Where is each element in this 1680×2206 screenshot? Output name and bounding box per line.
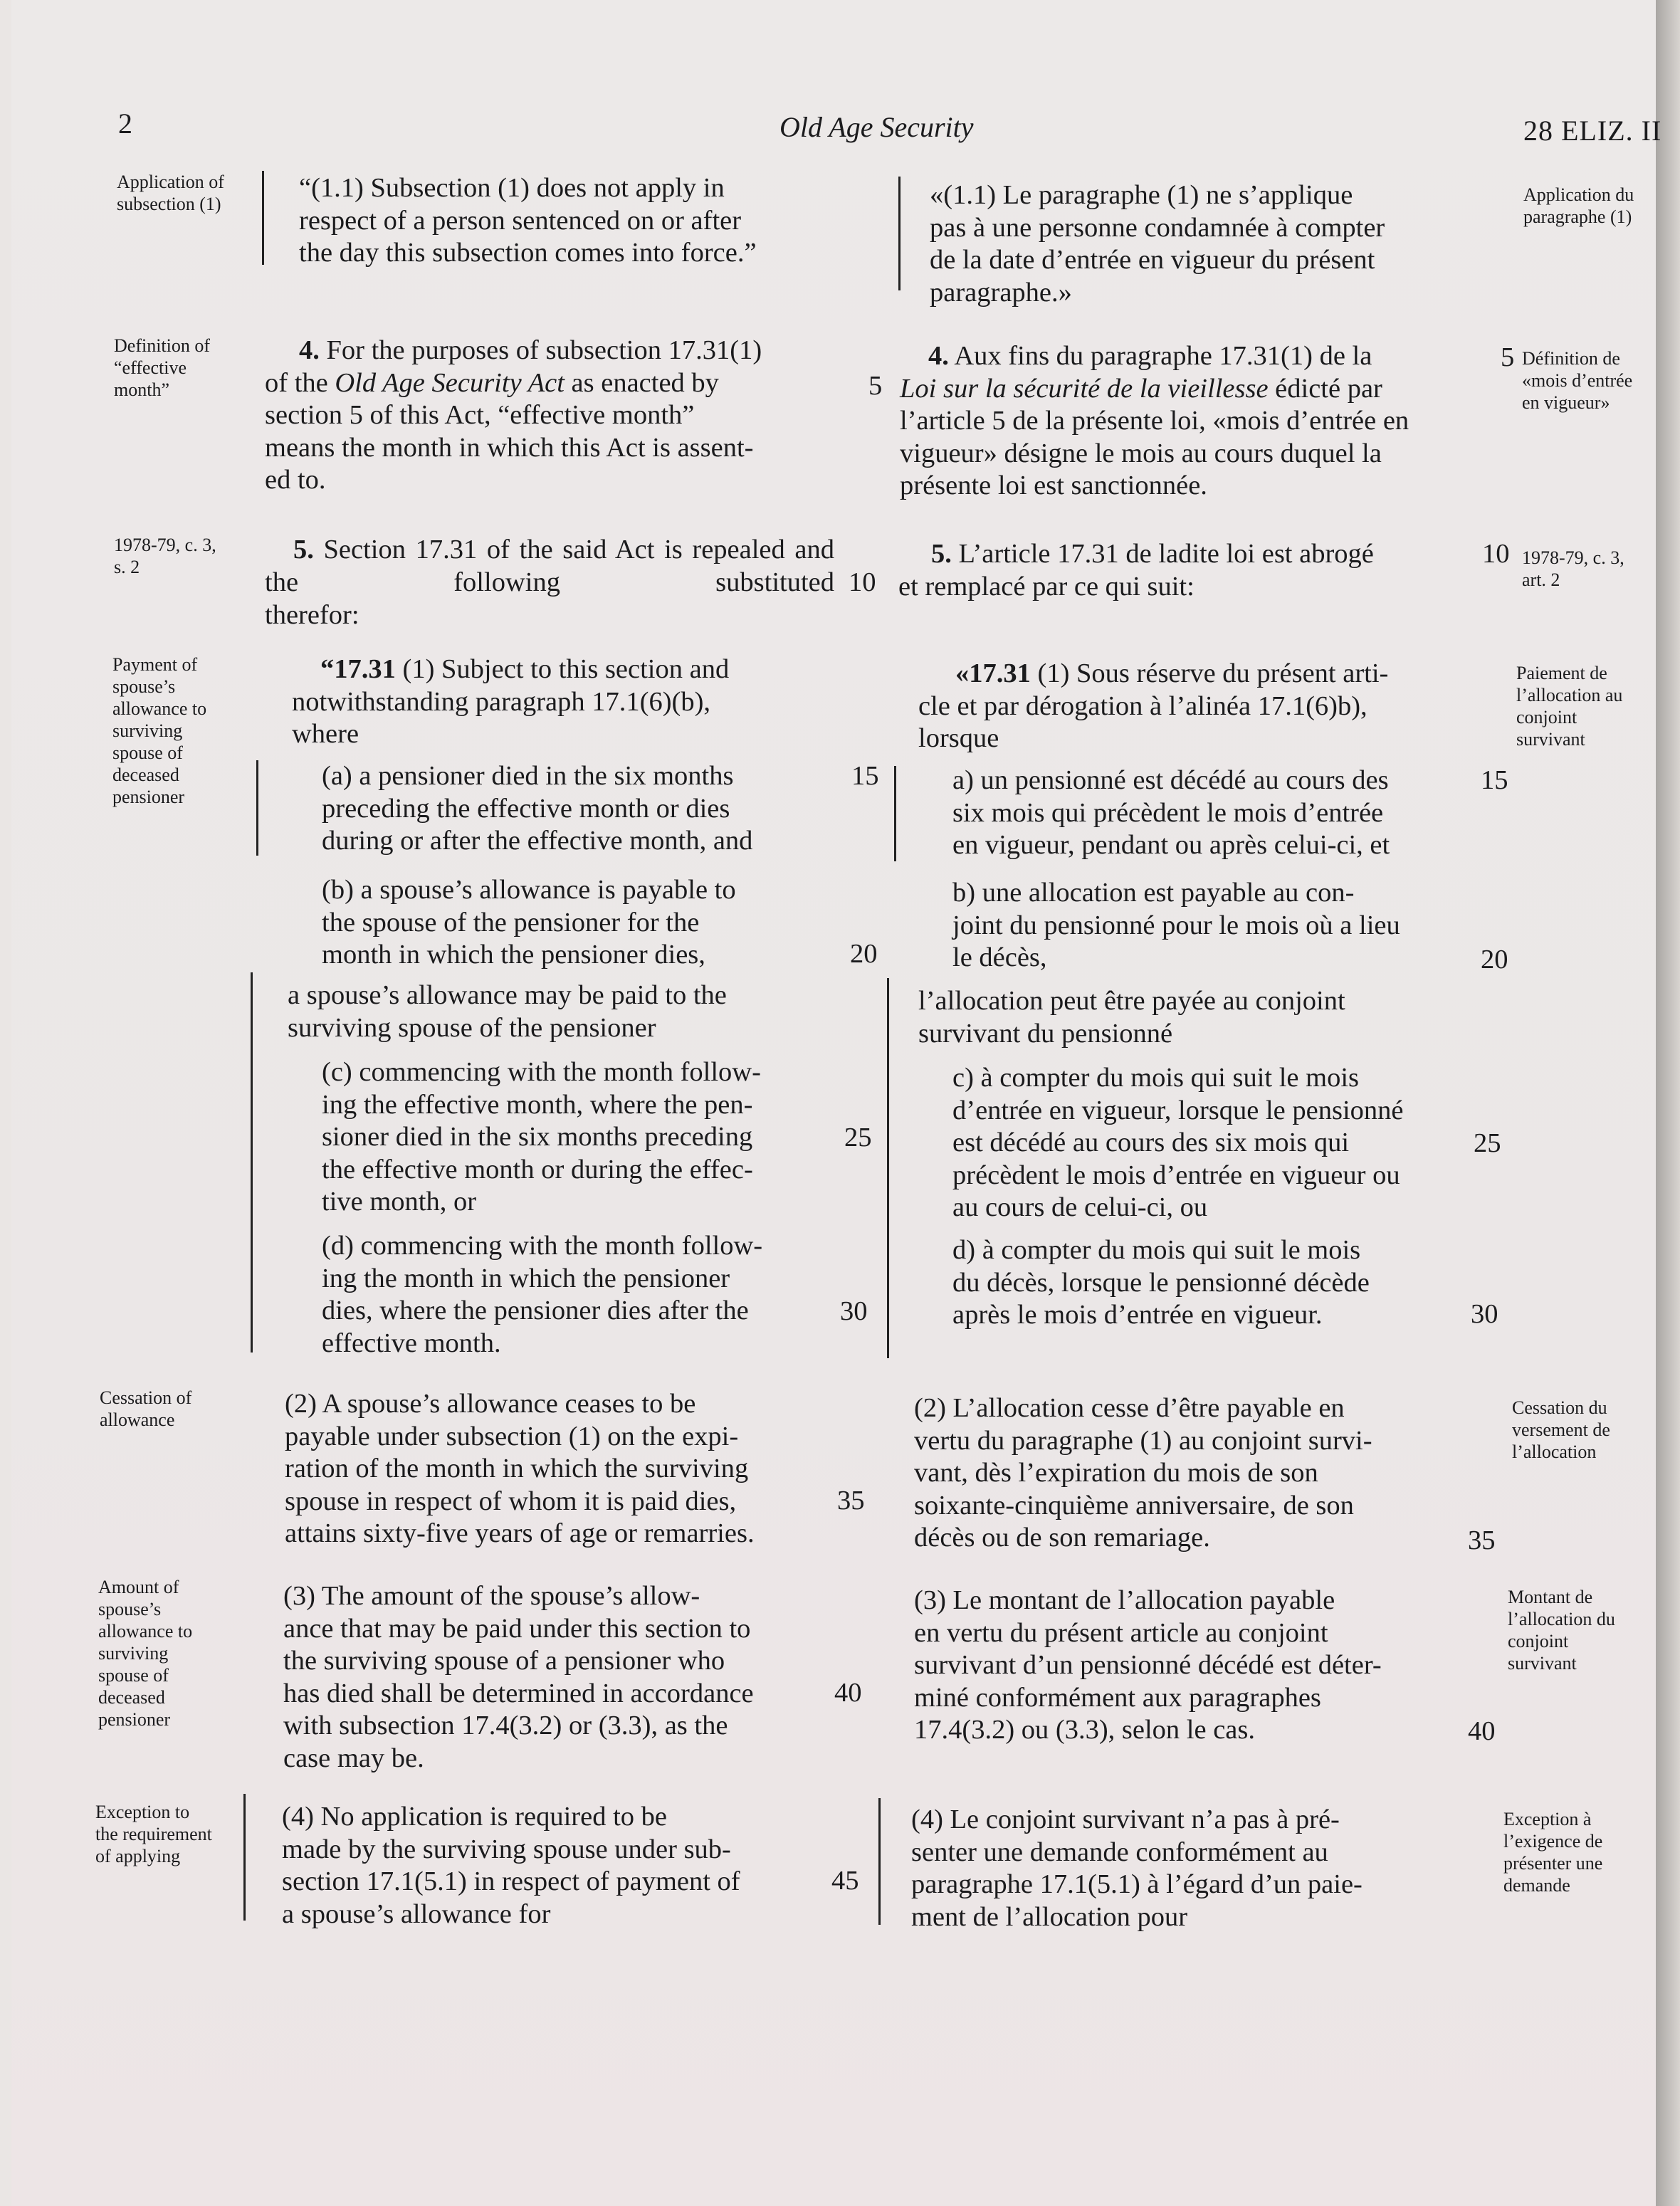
- change-bar: [887, 978, 889, 1358]
- fr-section-4-number: 4.: [928, 341, 949, 371]
- margin-note-fr: Définition de «mois d’entrée en vigueur»: [1522, 348, 1633, 413]
- line-number: 25: [844, 1123, 872, 1152]
- margin-note-fr: Application du paragraphe (1): [1523, 184, 1634, 227]
- en-section-5-number: 5.: [293, 535, 314, 564]
- line-number: 35: [1468, 1525, 1496, 1555]
- fr-section-4: 4. Aux fins du paragraphe 17.31(1) de la Loi sur la sécurité de la vieillesse édicté par l’article 5 de la présente loi, «mois d’entrée en vigueur» désigne le mois au cours duquel la présente loi est sanctionnée.: [900, 341, 1409, 500]
- en-section-5-end: therefor:: [265, 600, 359, 630]
- line-number: 15: [851, 761, 879, 791]
- en-paragraph-b: (b) a spouse’s allowance is payable to the spouse of the pensioner for the month in which the pensioner dies,: [322, 875, 736, 970]
- en-subsection-3: (3) The amount of the spouse’s allow- ance that may be paid under this section to the surviving spouse of a pensioner who has died shall be determined in accordance with subsection 17.4(3.2) or (3.3), as the case may be.: [283, 1581, 754, 1773]
- fr-subsection-4: (4) Le conjoint survivant n’a pas à pré- senter une demande conformément au paragraphe 17.1(5.1) à l’égard d’un paie- ment de l’allocation pour: [911, 1805, 1363, 1932]
- change-bar: [256, 760, 258, 856]
- line-number: 35: [837, 1486, 865, 1516]
- en-paragraph-a: (a) a pensioner died in the six months preceding the effective month or dies during or after the effective month, and: [322, 761, 753, 856]
- fr-section-5-number: 5.: [931, 539, 952, 569]
- line-number: 20: [850, 939, 878, 969]
- change-bar: [262, 171, 264, 265]
- en-17-31-number: “17.31: [320, 654, 396, 684]
- regnal-year: 28 ELIZ. II: [1523, 115, 1662, 147]
- line-number: 30: [840, 1296, 868, 1326]
- en-subsection-4: (4) No application is required to be made by the surviving spouse under sub- section 17.1(5.1) in respect of payment of a spouse’s allowance for: [282, 1802, 740, 1929]
- line-number: 5: [1501, 342, 1515, 372]
- en-paragraph-c: (c) commencing with the month follow- ing the effective month, where the pen- sioner died in the six months preceding the effective month or during the effec- tive month, or: [322, 1057, 761, 1217]
- margin-note-en: Definition of “effective month”: [114, 335, 211, 400]
- fr-paragraph-c: c) à compter du mois qui suit le mois d’entrée en vigueur, lorsque le pensionné est décédé au cours des six mois qui précèdent le mois d’entrée en vigueur ou au cours de celui-ci, ou: [952, 1063, 1404, 1222]
- fr-paragraph-a: a) un pensionné est décédé au cours des six mois qui précèdent le mois d’entrée en vigueur, pendant ou après celui-ci, et: [952, 765, 1390, 860]
- line-number: 30: [1471, 1299, 1498, 1329]
- fr-subsection-2: (2) L’allocation cesse d’être payable en vertu du paragraphe (1) au conjoint survi- vant, dès l’expiration du mois de son soixante-cinquième anniversaire, de son décès ou de son remariage.: [914, 1393, 1372, 1553]
- en-act-title: Old Age Security Act: [335, 367, 565, 398]
- margin-note-en: Amount of spouse’s allowance to surviving spouse of deceased pensioner: [98, 1577, 193, 1730]
- line-number: 15: [1481, 765, 1508, 795]
- margin-note-en: Application of subsection (1): [117, 172, 224, 214]
- margin-note-en: Payment of spouse’s allowance to surviving spouse of deceased pensioner: [112, 654, 207, 807]
- margin-note-fr: Montant de l’allocation du conjoint survivant: [1508, 1587, 1615, 1674]
- line-number: 5: [868, 371, 883, 401]
- en-section-17-31: “17.31 (1) Subject to this section and notwithstanding paragraph 17.1(6)(b), where: [292, 654, 730, 749]
- en-subsection-1-1: “(1.1) Subsection (1) does not apply in respect of a person sentenced on or after the day this subsection comes into force.”: [299, 173, 757, 268]
- change-bar: [894, 766, 896, 861]
- fr-subsection-1-1: «(1.1) Le paragraphe (1) ne s’applique pas à une personne condamnée à compter de la date d’entrée en vigueur du présent paragraphe.»: [930, 180, 1385, 308]
- margin-note-fr: Exception à l’exigence de présenter une demande: [1503, 1809, 1603, 1896]
- line-number: 25: [1474, 1128, 1501, 1158]
- margin-note-fr: Paiement de l’allocation au conjoint survivant: [1516, 663, 1623, 750]
- margin-note-fr: 1978-79, c. 3, art. 2: [1522, 547, 1624, 590]
- line-number: 40: [1468, 1716, 1496, 1746]
- fr-may-be-paid: l’allocation peut être payée au conjoint survivant du pensionné: [918, 986, 1345, 1049]
- fr-section-17-31: «17.31 (1) Sous réserve du présent arti- cle et par dérogation à l’alinéa 17.1(6)b), lorsque: [918, 658, 1389, 753]
- change-bar: [251, 972, 253, 1353]
- en-paragraph-d: (d) commencing with the month follow- ing the month in which the pensioner dies, where the pensioner dies after the effective month.: [322, 1231, 763, 1358]
- line-number: 45: [831, 1866, 859, 1896]
- fr-paragraph-b: b) une allocation est payable au con- joint du pensionné pour le mois où a lieu le décès,: [952, 878, 1400, 972]
- fr-17-31-number: «17.31: [955, 658, 1031, 688]
- line-number: 10: [1482, 539, 1510, 569]
- en-section-4: 4. For the purposes of subsection 17.31(1) of the Old Age Security Act as enacted by section 5 of this Act, “effective month” means the month in which this Act is assent- ed to.: [265, 335, 762, 495]
- margin-note-fr: Cessation du versement de l’allocation: [1512, 1397, 1610, 1462]
- margin-note-en: Exception to the requirement of applying: [95, 1802, 212, 1866]
- en-section-5: 5. Section 17.31 of the said Act is repealed and the following substituted: [265, 535, 834, 597]
- fr-act-title: Loi sur la sécurité de la vieillesse: [900, 373, 1269, 404]
- page-number: 2: [118, 107, 132, 140]
- change-bar: [243, 1794, 246, 1921]
- line-number: 10: [849, 567, 876, 597]
- book-gutter: [1656, 0, 1680, 2206]
- line-number: 40: [834, 1678, 862, 1708]
- en-subsection-2: (2) A spouse’s allowance ceases to be payable under subsection (1) on the expi- ration of the month in which the surviving spouse in respect of whom it is paid dies, attains sixty-five years of age or remarries.: [285, 1389, 755, 1548]
- en-section-4-number: 4.: [299, 335, 320, 365]
- margin-note-en: 1978-79, c. 3, s. 2: [114, 535, 216, 577]
- margin-note-en: Cessation of allowance: [100, 1387, 192, 1430]
- line-number: 20: [1481, 945, 1508, 975]
- en-may-be-paid: a spouse’s allowance may be paid to the surviving spouse of the pensioner: [288, 980, 727, 1043]
- running-title: Old Age Security: [779, 111, 974, 143]
- change-bar: [898, 177, 901, 290]
- change-bar: [878, 1798, 881, 1925]
- fr-subsection-3: (3) Le montant de l’allocation payable en vertu du présent article au conjoint survivant d’un pensionné décédé est déter- miné conformément aux paragraphes 17.4(3.2) ou (3.3), selon le cas.: [914, 1585, 1382, 1745]
- fr-paragraph-d: d) à compter du mois qui suit le mois du décès, lorsque le pensionné décède après le mois d’entrée en vigueur.: [952, 1235, 1370, 1330]
- fr-section-5: 5. L’article 17.31 de ladite loi est abrogé et remplacé par ce qui suit:: [898, 539, 1374, 602]
